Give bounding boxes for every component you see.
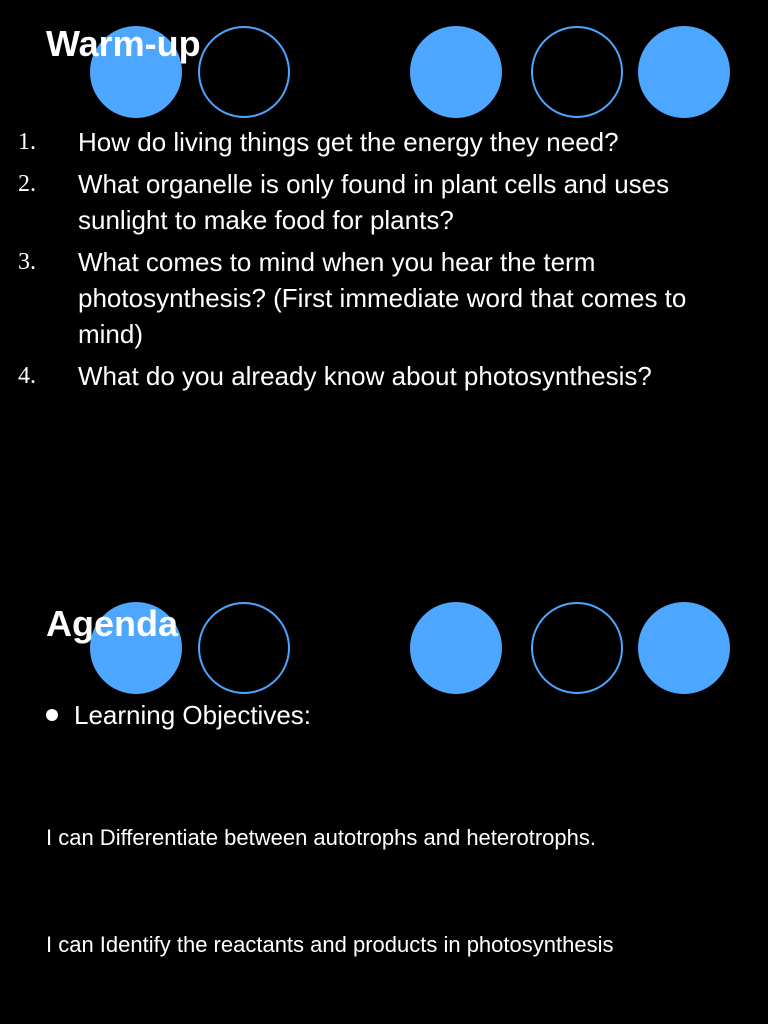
list-item — [0, 358, 768, 394]
learning-objective-2: I can Identify the reactants and products in photosynthesis — [46, 932, 614, 957]
question-number: 2. — [18, 171, 36, 197]
decorative-circle-outline — [198, 26, 290, 118]
question-number: 4. — [18, 363, 36, 389]
decorative-circle-outline — [531, 602, 623, 694]
learning-objectives-bullet — [46, 697, 311, 733]
warmup-question-list — [0, 124, 768, 400]
question-text: What do you already know about photosynthesis? — [78, 361, 652, 391]
list-item — [0, 244, 768, 352]
list-item — [0, 166, 768, 238]
question-text: What comes to mind when you hear the term photosynthesis? (First immediate word that comes to mind) — [78, 247, 687, 349]
warmup-title: Warm-up — [46, 23, 201, 64]
bullet-icon — [46, 709, 58, 721]
question-text: How do living things get the energy they need? — [78, 127, 619, 157]
question-number: 1. — [18, 129, 36, 155]
decorative-circle-filled — [638, 26, 730, 118]
list-item — [0, 124, 768, 160]
decorative-circle-outline — [198, 602, 290, 694]
agenda-slide — [0, 576, 768, 1024]
decorative-circle-filled — [638, 602, 730, 694]
bullet-label: Learning Objectives: — [74, 700, 312, 730]
learning-objective-1: I can Differentiate between autotrophs and heterotrophs. — [46, 825, 596, 850]
agenda-title: Agenda — [46, 603, 179, 644]
decorative-circle-filled — [410, 26, 502, 118]
decorative-circle-outline — [531, 26, 623, 118]
decorative-circle-filled — [410, 602, 502, 694]
question-number: 3. — [18, 249, 36, 275]
question-text: What organelle is only found in plant cells and uses sunlight to make food for plants? — [78, 169, 670, 235]
